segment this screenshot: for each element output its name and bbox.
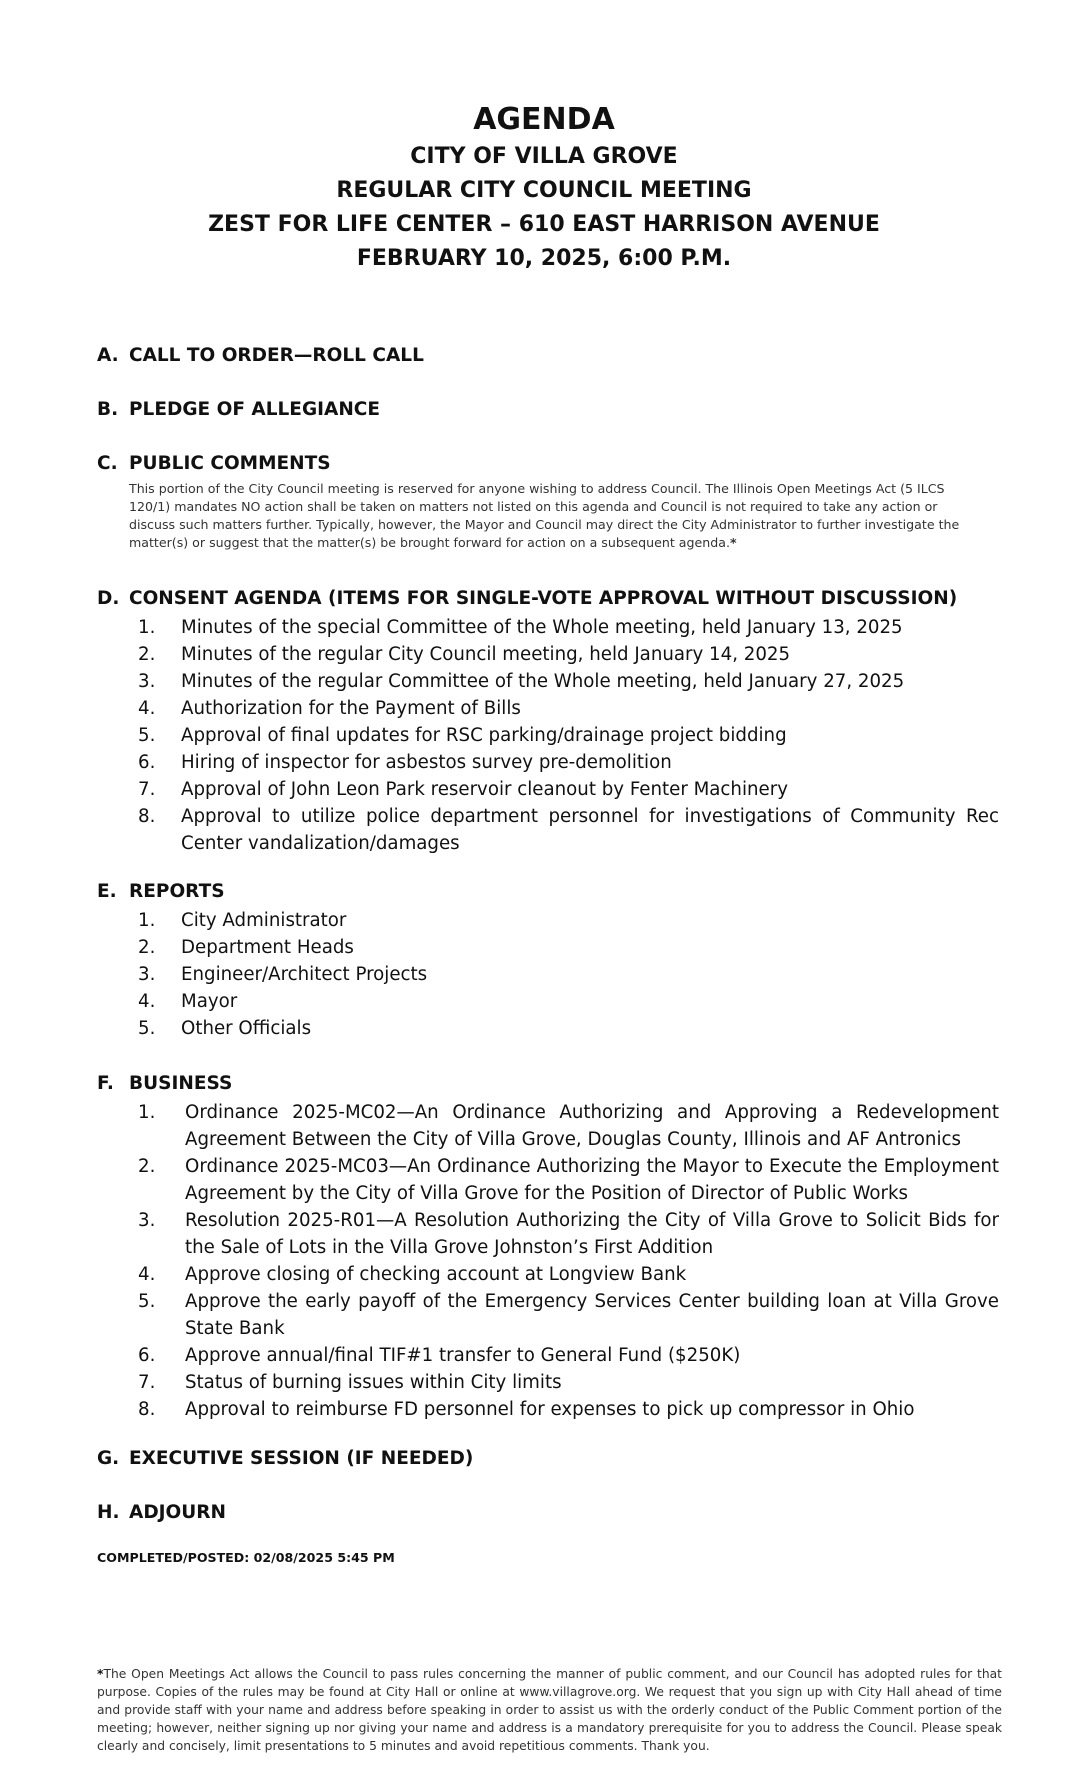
item-number: 3.	[138, 964, 156, 985]
item-text: Minutes of the regular City Council meeting, held January 14, 2025	[181, 644, 791, 665]
item-number: 4.	[138, 1264, 156, 1285]
city-name: CITY OF VILLA GROVE	[410, 144, 678, 169]
section-g-heading	[97, 1448, 473, 1469]
list-item	[129, 803, 999, 857]
posted-timestamp: COMPLETED/POSTED: 02/08/2025 5:45 PM	[97, 1550, 395, 1565]
list-item	[129, 1369, 999, 1396]
list-item	[129, 641, 999, 668]
business-list	[129, 1099, 999, 1423]
footnote-mark: *	[97, 1667, 104, 1681]
item-text: Minutes of the special Committee of the Whole meeting, held January 13, 2025	[181, 617, 903, 638]
item-text: Hiring of inspector for asbestos survey pre-demolition	[181, 752, 672, 773]
meeting-datetime: FEBRUARY 10, 2025, 6:00 P.M.	[356, 246, 732, 271]
consent-agenda-list	[129, 614, 999, 857]
item-text: Engineer/Architect Projects	[181, 964, 428, 985]
item-number: 5.	[138, 1018, 156, 1039]
item-text: Department Heads	[181, 937, 354, 958]
section-letter: D.	[97, 588, 120, 609]
item-text: Status of burning issues within City limits	[185, 1372, 562, 1393]
meeting-type: REGULAR CITY COUNCIL MEETING	[336, 178, 752, 203]
list-item	[129, 1261, 999, 1288]
list-item	[129, 988, 999, 1015]
section-title: EXECUTIVE SESSION (IF NEEDED)	[129, 1448, 474, 1469]
item-text: Other Officials	[181, 1018, 312, 1039]
section-letter: G.	[97, 1448, 120, 1469]
meeting-location: ZEST FOR LIFE CENTER – 610 EAST HARRISON AVENUE	[208, 212, 880, 237]
section-b-heading	[97, 399, 380, 420]
section-title: REPORTS	[129, 881, 225, 902]
list-item	[129, 934, 999, 961]
item-text: Approval of John Leon Park reservoir cleanout by Fenter Machinery	[181, 779, 788, 800]
item-number: 1.	[138, 910, 156, 931]
item-number: 7.	[138, 779, 156, 800]
item-text: Authorization for the Payment of Bills	[181, 698, 521, 719]
item-number: 4.	[138, 991, 156, 1012]
item-number: 2.	[138, 1156, 156, 1177]
section-letter: H.	[97, 1502, 120, 1523]
item-number: 7.	[138, 1372, 156, 1393]
section-letter: B.	[97, 399, 119, 420]
list-item	[129, 907, 999, 934]
list-item	[129, 722, 999, 749]
item-text: Approve annual/final TIF#1 transfer to General Fund ($250K)	[185, 1345, 741, 1366]
public-comments-note	[129, 480, 969, 552]
list-item	[129, 1153, 999, 1207]
list-item	[129, 1015, 999, 1042]
item-text: City Administrator	[181, 910, 347, 931]
section-a-heading	[97, 345, 424, 366]
item-number: 2.	[138, 937, 156, 958]
list-item	[129, 1099, 999, 1153]
section-letter: C.	[97, 453, 118, 474]
section-f-heading	[97, 1073, 232, 1094]
footnote-text: The Open Meetings Act allows the Council to pass rules concerning the manner of public comment, and our Council has adopted rules for that purpose. Copies of the rules may be found at City Hall or online at www.villagrove.org. We request that you sign up with City Hall ahead of time and provide staff with your name and address before speaking in order to assist us with the orderly conduct of the Public Comment portion of the meeting; however, neither signing up nor giving your name and address is a mandatory prerequisite for you to address the Council. Please speak clearly and concisely, limit presentations to 5 minutes and avoid repetitious comments. Thank you.	[97, 1667, 1002, 1753]
item-number: 1.	[138, 1102, 156, 1123]
section-h-heading	[97, 1502, 226, 1523]
list-item	[129, 1288, 999, 1342]
section-title: PLEDGE OF ALLEGIANCE	[129, 399, 381, 420]
list-item	[129, 668, 999, 695]
section-title: PUBLIC COMMENTS	[129, 453, 331, 474]
section-c-heading	[97, 453, 331, 474]
section-letter: A.	[97, 345, 119, 366]
item-text: Ordinance 2025-MC02—An Ordinance Authorizing and Approving a Redevelopment Agreement Between the City of Villa Grove, Douglas County, Illinois and AF Antronics	[185, 1102, 999, 1150]
item-number: 3.	[138, 671, 156, 692]
item-number: 5.	[138, 1291, 156, 1312]
section-title: BUSINESS	[129, 1073, 233, 1094]
item-text: Approve closing of checking account at Longview Bank	[185, 1264, 687, 1285]
item-number: 6.	[138, 1345, 156, 1366]
section-d-heading	[97, 588, 957, 609]
item-text: Approval of final updates for RSC parking/drainage project bidding	[181, 725, 787, 746]
section-letter: F.	[97, 1073, 114, 1094]
item-number: 8.	[138, 806, 156, 827]
list-item	[129, 1207, 999, 1261]
footnote	[97, 1665, 1002, 1755]
agenda-title: AGENDA	[473, 102, 615, 137]
list-item	[129, 614, 999, 641]
list-item	[129, 776, 999, 803]
public-comments-note-text: This portion of the City Council meeting is reserved for anyone wishing to address Council. The Illinois Open Meetings Act (5 ILCS 120/1) mandates NO action shall be taken on matters not listed on this agenda and Council is not required to take any action or discuss such matters further. Typically, however, the Mayor and Council may direct the City Administrator to further investigate the matter(s) or suggest that the matter(s) be brought forward for action on a subsequent agenda.	[129, 481, 960, 550]
item-number: 1.	[138, 617, 156, 638]
item-number: 5.	[138, 725, 156, 746]
item-text: Resolution 2025-R01—A Resolution Authorizing the City of Villa Grove to Solicit Bids for the Sale of Lots in the Villa Grove Johnston’s First Addition	[185, 1210, 999, 1258]
item-text: Ordinance 2025-MC03—An Ordinance Authorizing the Mayor to Execute the Employment Agreement by the City of Villa Grove for the Position of Director of Public Works	[185, 1156, 999, 1204]
item-number: 2.	[138, 644, 156, 665]
item-text: Approval to utilize police department personnel for investigations of Community Rec Center vandalization/damages	[181, 806, 999, 854]
section-title: CONSENT AGENDA (ITEMS FOR SINGLE-VOTE APPROVAL WITHOUT DISCUSSION)	[129, 588, 958, 609]
list-item	[129, 961, 999, 988]
item-text: Approve the early payoff of the Emergency Services Center building loan at Villa Grove State Bank	[185, 1291, 999, 1339]
reports-list	[129, 907, 999, 1042]
footnote-mark: *	[729, 535, 737, 550]
list-item	[129, 749, 999, 776]
item-text: Minutes of the regular Committee of the Whole meeting, held January 27, 2025	[181, 671, 905, 692]
section-title: CALL TO ORDER—ROLL CALL	[129, 345, 424, 366]
item-number: 3.	[138, 1210, 156, 1231]
list-item	[129, 1396, 999, 1423]
list-item	[129, 1342, 999, 1369]
section-title: ADJOURN	[129, 1502, 227, 1523]
item-number: 6.	[138, 752, 156, 773]
item-number: 4.	[138, 698, 156, 719]
item-number: 8.	[138, 1399, 156, 1420]
list-item	[129, 695, 999, 722]
item-text: Approval to reimburse FD personnel for expenses to pick up compressor in Ohio	[185, 1399, 915, 1420]
section-letter: E.	[97, 881, 117, 902]
section-e-heading	[97, 881, 225, 902]
item-text: Mayor	[181, 991, 238, 1012]
